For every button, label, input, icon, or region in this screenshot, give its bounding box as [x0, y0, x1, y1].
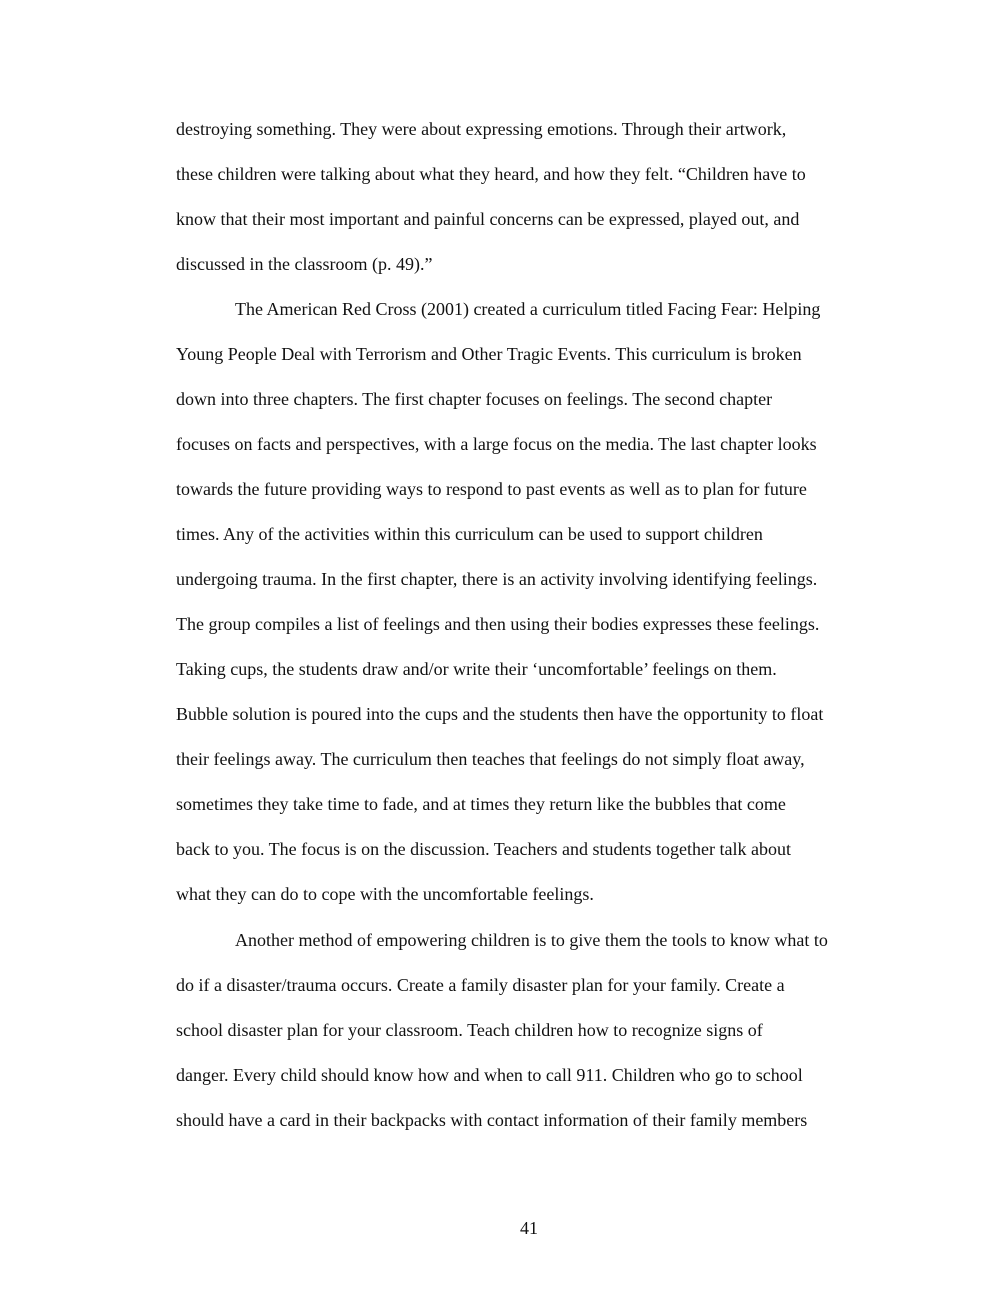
text-line: down into three chapters. The first chapter focuses on feelings. The second chapter — [176, 389, 773, 409]
text-line: sometimes they take time to fade, and at times they return like the bubbles that come — [176, 794, 786, 814]
text-line: undergoing trauma. In the first chapter, there is an activity involving identifying feelings. — [176, 569, 818, 589]
text-line: Taking cups, the students draw and/or write their ‘uncomfortable’ feelings on them. — [176, 659, 777, 679]
paragraph-first-line: The American Red Cross (2001) created a curriculum titled Facing Fear: Helping — [235, 299, 821, 319]
text-line: do if a disaster/trauma occurs. Create a family disaster plan for your family. Create a — [176, 975, 785, 995]
text-line: destroying something. They were about expressing emotions. Through their artwork, — [176, 119, 787, 139]
paragraph-first-line: Another method of empowering children is to give them the tools to know what to — [235, 930, 828, 950]
text-line: these children were talking about what they heard, and how they felt. “Children have to — [176, 164, 806, 184]
text-line: discussed in the classroom (p. 49).” — [176, 254, 433, 274]
text-line: school disaster plan for your classroom. Teach children how to recognize signs of — [176, 1020, 763, 1040]
text-line: what they can do to cope with the uncomfortable feelings. — [176, 884, 594, 904]
page-number: 41 — [520, 1218, 538, 1238]
text-line: their feelings away. The curriculum then teaches that feelings do not simply float away, — [176, 749, 805, 769]
text-line: should have a card in their backpacks with contact information of their family members — [176, 1110, 808, 1130]
text-line: Bubble solution is poured into the cups and the students then have the opportunity to float — [176, 704, 824, 724]
text-line: Young People Deal with Terrorism and Other Tragic Events. This curriculum is broken — [176, 344, 802, 364]
text-line: focuses on facts and perspectives, with a large focus on the media. The last chapter looks — [176, 434, 817, 454]
text-line: The group compiles a list of feelings and then using their bodies expresses these feelings. — [176, 614, 820, 634]
text-line: danger. Every child should know how and when to call 911. Children who go to school — [176, 1065, 803, 1085]
text-line: know that their most important and painful concerns can be expressed, played out, and — [176, 209, 800, 229]
text-line: towards the future providing ways to respond to past events as well as to plan for future — [176, 479, 807, 499]
text-line: back to you. The focus is on the discussion. Teachers and students together talk about — [176, 839, 791, 859]
text-line: times. Any of the activities within this curriculum can be used to support children — [176, 524, 763, 544]
